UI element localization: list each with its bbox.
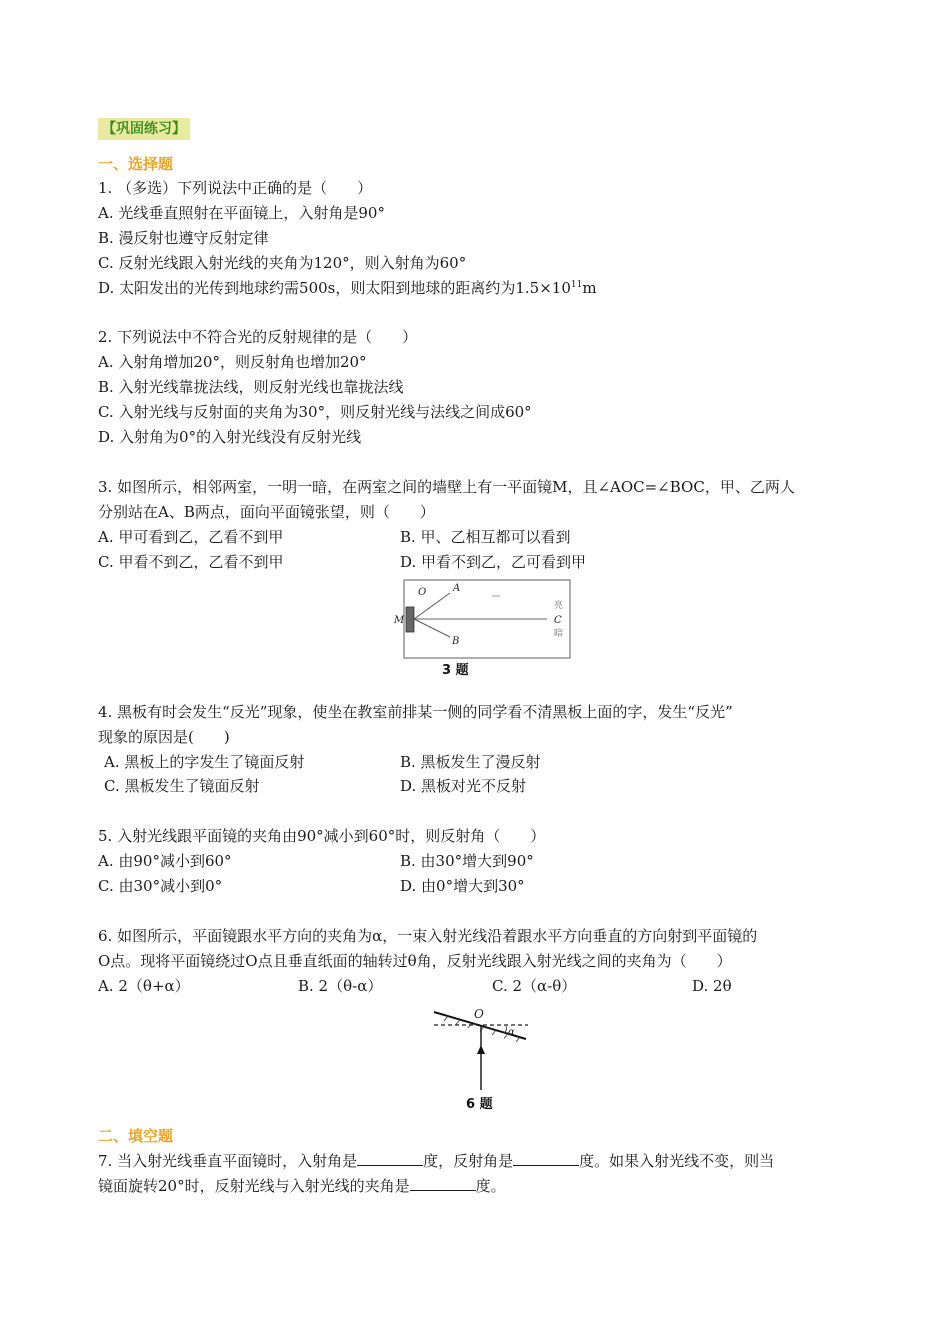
section-title-fill: 二、填空题 <box>98 1127 174 1145</box>
q3-caption: 3 题 <box>442 663 469 678</box>
q1-option-d-text: D. 太阳发出的光传到地球约需500s，则太阳到地球的距离约为1.5×10 <box>98 279 571 297</box>
q6-stem-line1: 6. 如图所示，平面镜跟水平方向的夹角为α，一束入射光线沿着跟水平方向垂直的方向射到平面镜的 <box>98 927 758 945</box>
q1-option-d-unit: m <box>582 279 597 297</box>
q4-option-a: A. 黑板上的字发生了镜面反射 <box>104 753 305 771</box>
q7-text-2: 度，反射角是 <box>423 1152 514 1170</box>
q3-stem-line2: 分别站在A、B两点，面向平面镜张望，则（ ） <box>98 503 435 521</box>
q7-text-3: 度。如果入射光线不变，则当 <box>579 1152 775 1170</box>
q6-option-d: D. 2θ <box>692 977 732 995</box>
q1-option-c: C. 反射光线跟入射光线的夹角为120°，则入射角为60° <box>98 254 467 272</box>
q3-ray-ob <box>414 619 450 637</box>
q6-label-o: O <box>474 1007 484 1021</box>
q2-option-a: A. 入射角增加20°，则反射角也增加20° <box>98 353 367 371</box>
q2-option-b: B. 入射光线靠拢法线，则反射光线也靠拢法线 <box>98 378 404 396</box>
q1-option-d-exponent: 11 <box>570 280 583 290</box>
q6-label-alpha: α <box>508 1027 515 1038</box>
q6-ray-arrowhead <box>477 1045 485 1054</box>
section-title-choice: 一、选择题 <box>98 155 174 173</box>
q3-label-a: A <box>453 583 461 594</box>
q1-stem: 1. （多选）下列说法中正确的是（ ） <box>98 179 373 197</box>
q7-blank-incident-angle <box>357 1151 423 1166</box>
q3-figure <box>392 578 582 680</box>
q6-caption: 6 题 <box>466 1097 493 1112</box>
q4-option-d: D. 黑板对光不反射 <box>400 777 527 795</box>
q4-stem-line2: 现象的原因是( ) <box>98 728 230 746</box>
q3-option-c: C. 甲看不到乙，乙看不到甲 <box>98 553 284 571</box>
q3-label-m: M <box>394 615 405 626</box>
q3-label-b: B <box>452 636 460 647</box>
q5-stem: 5. 入射光线跟平面镜的夹角由90°减小到60°时，则反射角（ ） <box>98 827 546 845</box>
q4-option-c: C. 黑板发生了镜面反射 <box>104 777 260 795</box>
q3-option-d: D. 甲看不到乙，乙可看到甲 <box>400 553 587 571</box>
q6-figure <box>428 1002 540 1114</box>
q7-blank-angle-between <box>410 1176 476 1191</box>
exercise-banner: 【巩固练习】 <box>98 118 190 140</box>
q5-option-c: C. 由30°减小到0° <box>98 877 223 895</box>
q3-label-o: O <box>418 587 427 598</box>
q7-blank-reflect-angle <box>513 1151 579 1166</box>
q3-label-bright: 亮 <box>554 601 564 611</box>
q5-option-d: D. 由0°增大到30° <box>400 877 525 895</box>
q2-stem: 2. 下列说法中不符合光的反射规律的是（ ） <box>98 328 418 346</box>
q5-option-b: B. 由30°增大到90° <box>400 852 534 870</box>
q6-option-b: B. 2（θ-α） <box>298 977 383 995</box>
q3-option-b: B. 甲、乙相互都可以看到 <box>400 528 571 546</box>
q7-line2 <box>98 1176 506 1196</box>
q1-option-d <box>98 278 597 298</box>
q1-option-a: A. 光线垂直照射在平面镜上，入射角是90° <box>98 204 385 222</box>
q4-stem-line1: 4. 黑板有时会发生“反光”现象，使坐在教室前排某一侧的同学看不清黑板上面的字，发生“反光” <box>98 703 733 721</box>
q6-stem-line2: O点。现将平面镜绕过O点且垂直纸面的轴转过θ角，反射光线跟入射光线之间的夹角为（ ） <box>98 952 732 970</box>
q2-option-d: D. 入射角为0°的入射光线没有反射光线 <box>98 428 362 446</box>
q6-option-c: C. 2（α-θ） <box>492 977 577 995</box>
q6-option-a: A. 2（θ+α） <box>98 977 190 995</box>
q3-label-c: C <box>554 615 562 626</box>
q1-option-b: B. 漫反射也遵守反射定律 <box>98 229 269 247</box>
q2-option-c: C. 入射光线与反射面的夹角为30°，则反射光线与法线之间成60° <box>98 403 532 421</box>
q3-mirror <box>406 607 414 632</box>
q7-line1 <box>98 1151 774 1171</box>
q7-text-4: 镜面旋转20°时，反射光线与入射光线的夹角是 <box>98 1177 410 1195</box>
q7-text-5: 度。 <box>475 1177 506 1195</box>
q7-text-1: 7. 当入射光线垂直平面镜时，入射角是 <box>98 1152 358 1170</box>
q3-stem-line1: 3. 如图所示，相邻两室，一明一暗，在两室之间的墙壁上有一平面镜M，且∠AOC=∠BOC，甲、乙两人 <box>98 478 795 496</box>
q3-option-a: A. 甲可看到乙，乙看不到甲 <box>98 528 284 546</box>
q3-label-dark: 暗 <box>554 629 564 639</box>
q5-option-a: A. 由90°减小到60° <box>98 852 232 870</box>
q4-option-b: B. 黑板发生了漫反射 <box>400 753 541 771</box>
